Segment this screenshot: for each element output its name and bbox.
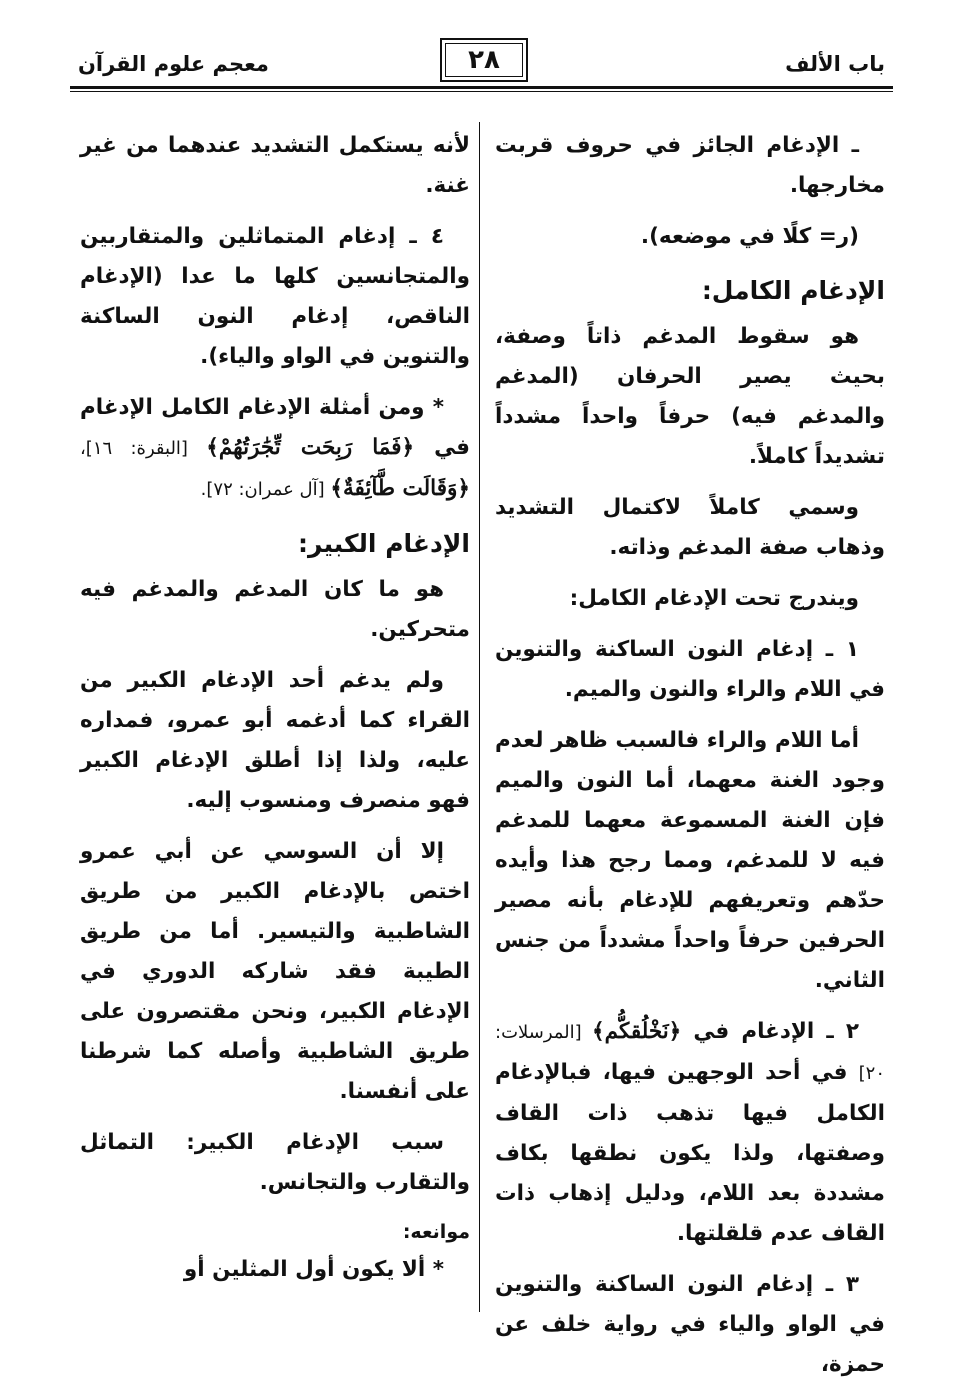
text: * ومن أمثلة الإدغام الكامل الإدغام في xyxy=(80,395,470,460)
list-item: ٤ ـ إدغام المتماثلين والمتقاربين والمتجانسين كلها ما عدا (الإدغام الناقص، إدغام النون الساكنة والتنوين في الواو والياء). xyxy=(80,224,470,369)
page-number: ٢٨ xyxy=(440,38,528,82)
paragraph: سبب الإدغام الكبير: التماثل والتقارب والتجانس. xyxy=(80,1130,470,1195)
heading-major-assimilation: الإدغام الكبير: xyxy=(298,529,470,558)
paragraph: وسمي كاملاً لاكتمال التشديد وذهاب صفة المدغم وذاته. xyxy=(495,495,885,560)
paragraph: أما اللام والراء فالسبب ظاهر لعدم وجود الغنة معهما، أما النون والميم فإن الغنة المسموعة معهما للمدغم فيه لا للمدغم، ومما رجح هذا وأيده حدّهم وتعريفهم للإدغام بأنه مصير الحرفين حرفاً واحداً مشدداً من جنس الثاني. xyxy=(495,728,885,993)
heading-complete-assimilation: الإدغام الكامل: xyxy=(701,276,885,305)
right-column xyxy=(495,126,885,1377)
quran-verse: ﴿فَمَا رَبِحَت تِّجَٰرَتُهُمْ﴾ xyxy=(206,435,415,460)
list-item xyxy=(495,1012,885,1254)
header-rule xyxy=(70,86,893,89)
paragraph: لأنه يستكمل التشديد عندهما من غير غنة. xyxy=(80,133,470,198)
left-column xyxy=(80,126,470,1346)
list-item: * ألا يكون أول المثلين أو xyxy=(183,1257,444,1282)
paragraph: إلا أن السوسي عن أبي عمرو اختص بالإدغام الكبير من طريق الشاطبية والتيسير. أما من طريق الطيبة فقد شاركه الدوري في الإدغام الكبير، ونحن مقتصرون على طريق الشاطبية وأصله كما شرطنا على أنفسنا. xyxy=(80,839,470,1104)
book-title: معجم علوم القرآن xyxy=(78,52,269,76)
verse-reference: [البقرة: ١٦]، xyxy=(80,438,207,459)
verse-reference: [آل عمران: ٧٢]. xyxy=(200,479,331,500)
header-rule-thin xyxy=(70,91,893,92)
text: في أحد الوجهين فيها، فبالإدغام الكامل فيها تذهب ذات القاف وصفتها، ولذا يكون نطقها بكاف مشددة بعد اللام، ودليل إذهاب ذات القاف عدم قلقلتها. xyxy=(495,1060,885,1246)
paragraph: هو سقوط المدغم ذاتاً وصفة، بحيث يصير الحرفان (المدغم والمدغم فيه) حرفاً واحداً مشدداً تشديداً كاملاً. xyxy=(495,324,885,469)
column-divider xyxy=(479,122,480,1312)
list-item: ٣ ـ إدغام النون الساكنة والتنوين في الواو والياء في رواية خلف عن حمزة، xyxy=(495,1272,885,1377)
quran-verse: ﴿وَقَالَت طَّآئِفَةٌ﴾ xyxy=(330,476,470,501)
paragraph: هو ما كان المدغم والمدغم فيه متحركين. xyxy=(80,577,470,642)
list-item: ١ ـ إدغام النون الساكنة والتنوين في اللام والراء والنون والميم. xyxy=(495,637,885,702)
examples-paragraph xyxy=(80,388,470,510)
paragraph: ولم يدغم أحد الإدغام الكبير من القراء كما أدغمه أبو عمرو، فمداره عليه، ولذا إذا أطلق الإدغام الكبير فهو منصرف ومنسوب إليه. xyxy=(80,668,470,813)
quran-verse: ﴿نَخْلُقكُّم﴾ xyxy=(592,1019,682,1044)
paragraph: ويندرج تحت الإدغام الكامل: xyxy=(569,586,859,611)
heading-impediments: موانعه: xyxy=(402,1221,470,1243)
section-title: باب الألف xyxy=(785,52,885,76)
verse-reference: [المرسلات: ٢٠] xyxy=(495,1022,885,1084)
paragraph: ـ الإدغام الجائز في حروف قربت مخارجها. xyxy=(495,133,885,198)
cross-reference: (ر= كلًا في موضعه). xyxy=(640,224,859,249)
text: ٢ ـ الإدغام في xyxy=(681,1019,859,1044)
